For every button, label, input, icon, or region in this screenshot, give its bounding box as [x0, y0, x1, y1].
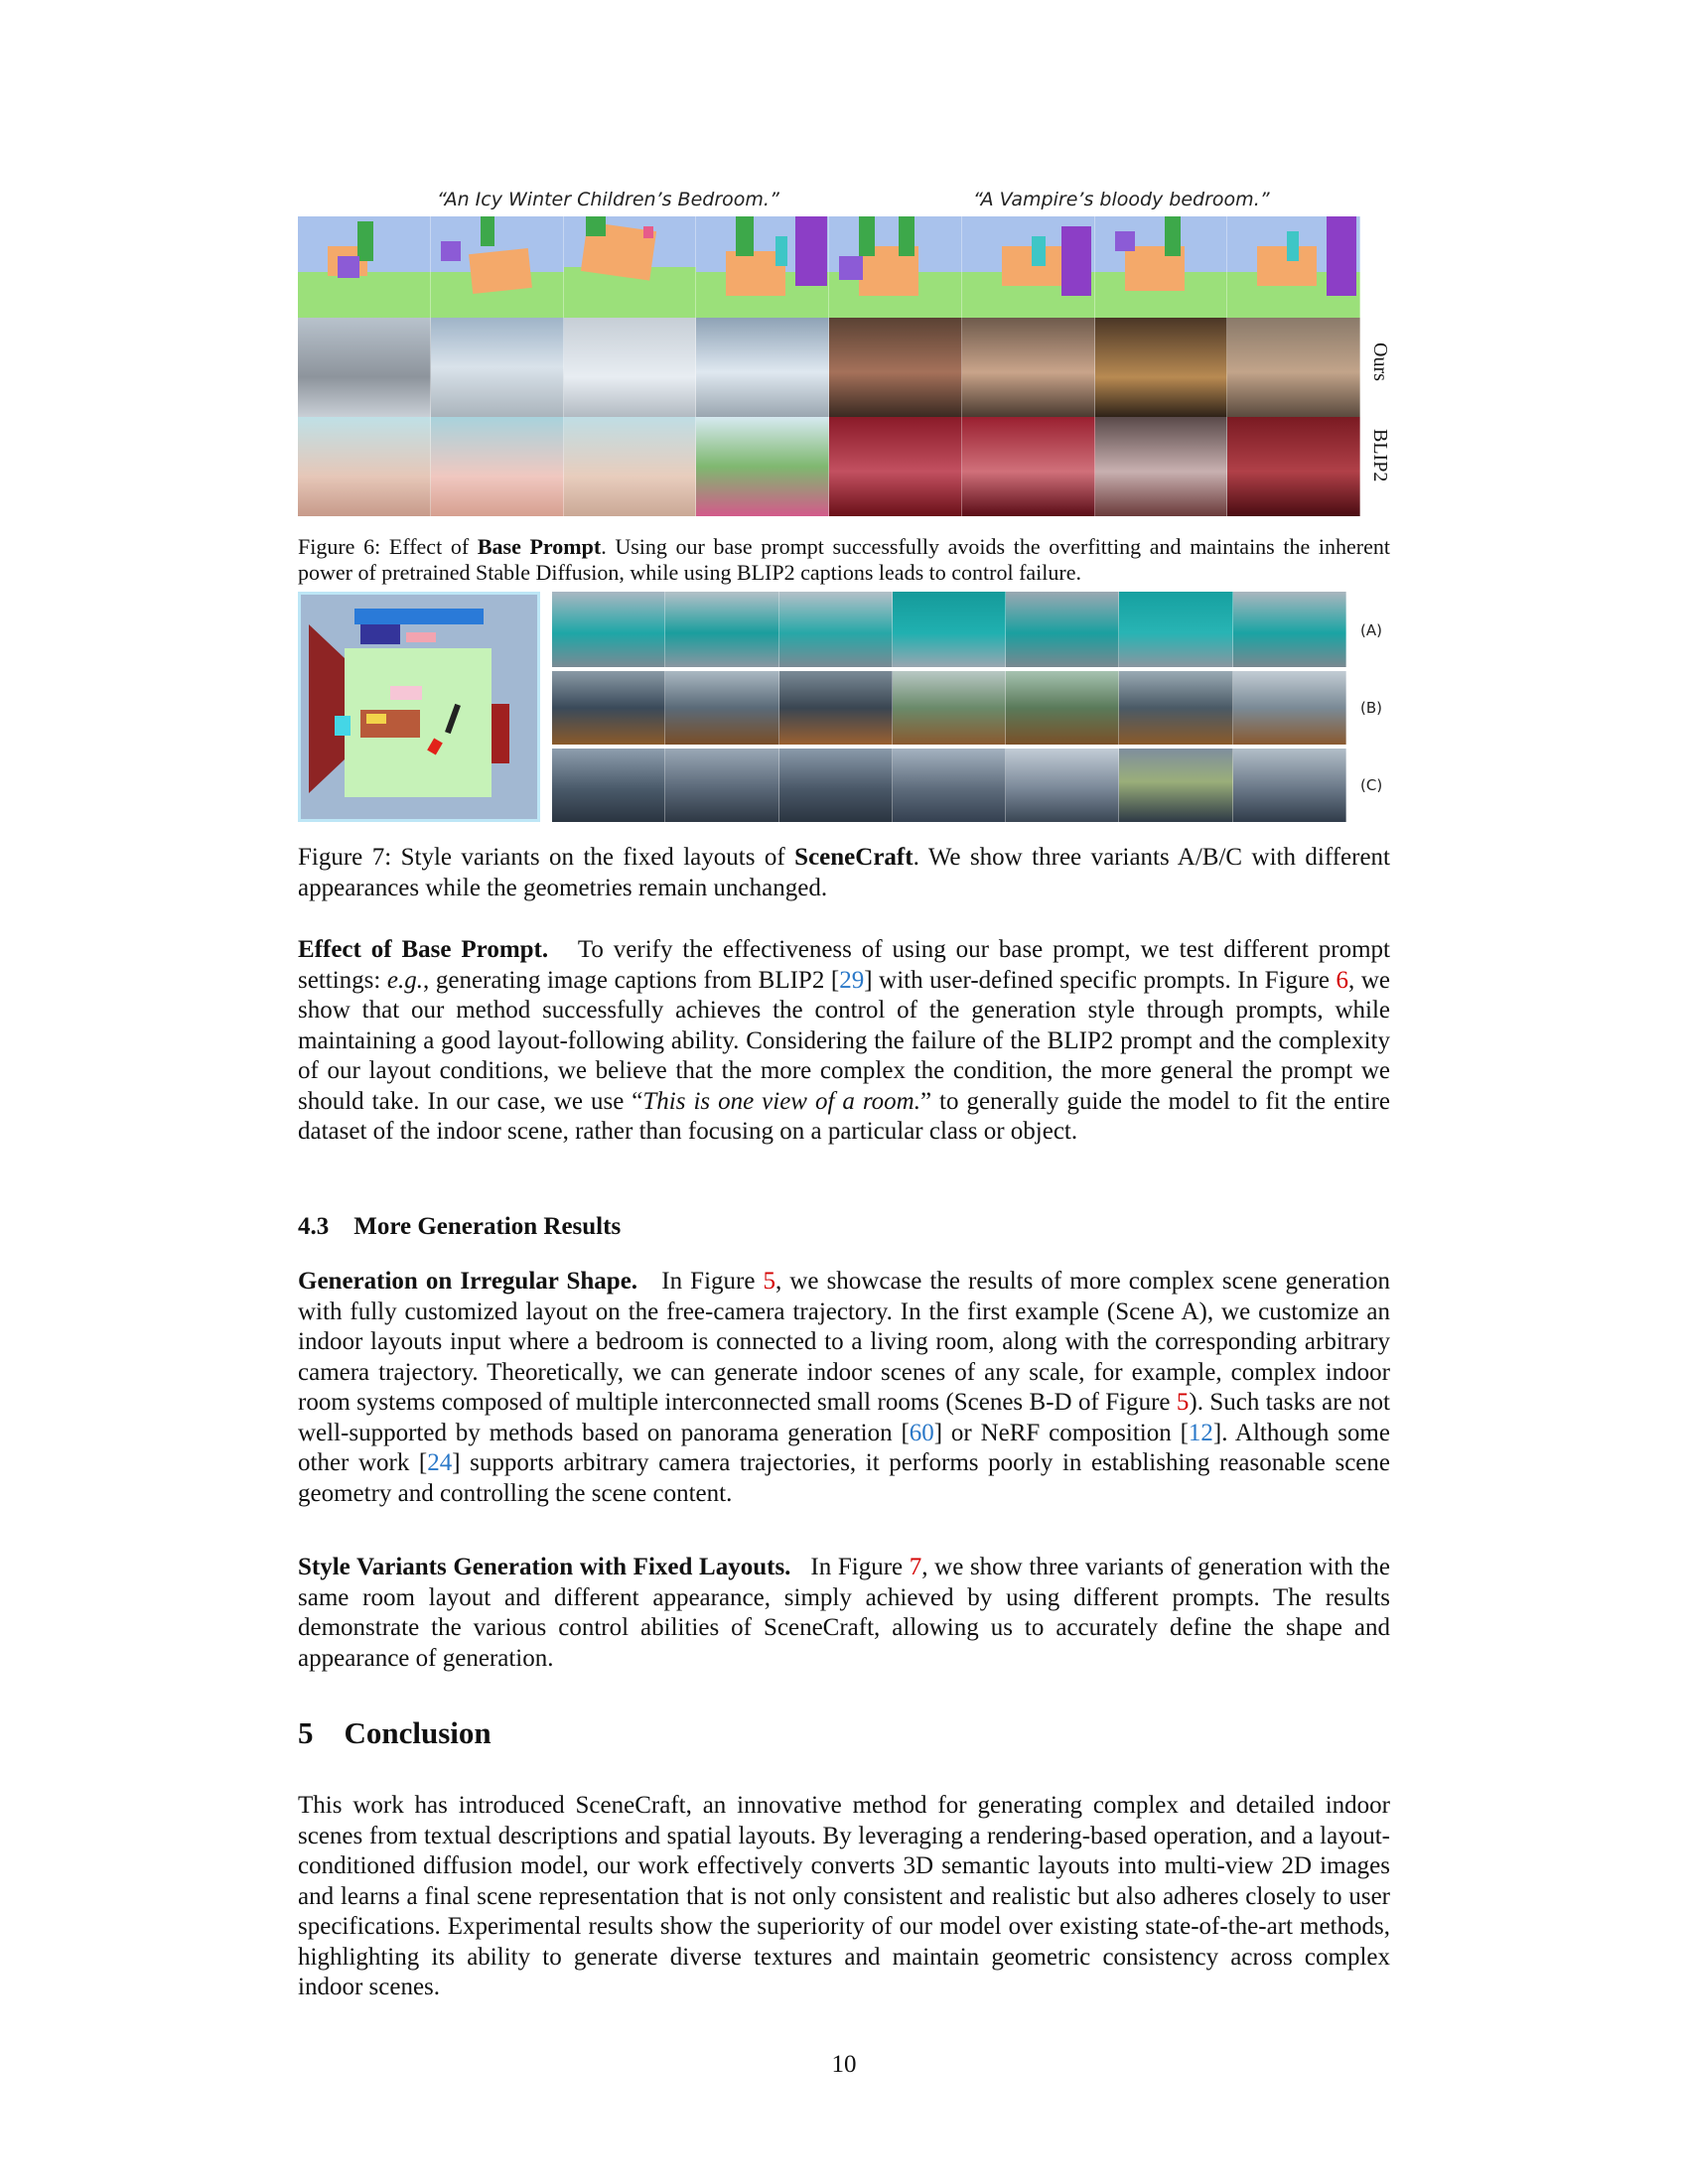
subsection-title: More Generation Results — [353, 1213, 622, 1240]
render-image — [893, 671, 1006, 745]
render-image — [298, 318, 431, 417]
render-image — [1119, 592, 1232, 667]
render-image — [1119, 749, 1232, 822]
text-run: , generating image captions from BLIP2 [ — [423, 966, 840, 994]
paragraph-conclusion: This work has introduced SceneCraft, an innovative method for generating complex and detailed indoor scenes from textual descriptions and spatial layouts. By leveraging a rendering-based operation, and a layout-conditioned diffusion model, our work effectively converts 3D semantic layouts into multi-view 2D images and learns a final scene representation that is not only consistent and realistic but also adheres closely to user specifications. Experimental results show the superiority of our model over existing state-of-the-art methods, highlighting its ability to generate diverse textures and maintain geometric consistency across complex indoor scenes. — [298, 1792, 1390, 2000]
render-image — [779, 671, 893, 745]
render-image — [298, 417, 431, 516]
render-image — [552, 749, 665, 822]
figure-link[interactable]: 7 — [909, 1554, 922, 1580]
section-number: 5 — [298, 1715, 314, 1750]
render-image — [552, 592, 665, 667]
caption-prefix: Figure 7: Style variants on the fixed layouts of — [298, 844, 795, 871]
render-image — [1119, 671, 1232, 745]
paragraph-title: Generation on Irregular Shape. — [298, 1268, 638, 1295]
text-run: This is one view of a room. — [642, 1087, 920, 1115]
text-run: , we showcase the results of more complex scene generation with fully customized layout on the free-camera trajectory. In the first example (Scene A), we customize an indoor layouts input where a bedroom is connected to a living room, along with the corresponding arbitrary camera trajectory. Theoretically, we can generate indoor scenes of any scale, for example, complex indoor room systems composed of multiple interconnected small rooms (Scenes B-D of Figure — [298, 1268, 1390, 1416]
render-image — [829, 417, 962, 516]
figure7-label-c: (C) — [1360, 776, 1383, 794]
caption-bold: SceneCraft — [794, 844, 914, 871]
layout-image — [829, 216, 962, 318]
paragraph-title: Effect of Base Prompt. — [298, 936, 549, 963]
layout-image — [564, 216, 697, 318]
text-run: , we show that our method successfully achieves the control of the generation style through prompts, while maintaining a good layout-following ability. Considering the failure of the BLIP2 prompt and the complexity of our layout conditions, we believe that the more complex the condition, the more general the prompt we should take. In our case, we use “ — [298, 966, 1391, 1115]
render-image — [1006, 592, 1119, 667]
figure6-ours-row — [298, 318, 1360, 417]
paragraph-style-variants — [298, 1553, 1390, 1674]
citation-link[interactable]: 24 — [427, 1449, 453, 1476]
caption-rest: . We show three variants A/B/C with different appearances while the geometries remain unchanged. — [298, 844, 1391, 901]
figure7-variant-c-row — [552, 749, 1346, 822]
render-image — [1233, 749, 1346, 822]
figure7-caption — [298, 842, 1390, 903]
text-run: ” to generally guide the model to fit the entire dataset of the indoor scene, rather than focusing on a particular class or object. — [298, 1087, 1390, 1145]
figure7-label-a: (A) — [1360, 621, 1382, 639]
subsection-number: 4.3 — [298, 1213, 330, 1240]
render-image — [665, 592, 778, 667]
text-run: To verify the effectiveness of using our base prompt, we test different prompt settings: — [298, 936, 1390, 994]
figure6-blip2-row — [298, 417, 1360, 516]
figure6-row-label-blip2: BLIP2 — [1369, 429, 1391, 482]
render-image — [1095, 318, 1228, 417]
render-image — [1095, 417, 1228, 516]
figure-link[interactable]: 6 — [1336, 966, 1349, 994]
citation-link[interactable]: 12 — [1188, 1419, 1213, 1446]
figure6-prompt-right: “A Vampire’s bloody bedroom.” — [973, 189, 1270, 210]
render-image — [779, 592, 893, 667]
layout-image — [962, 216, 1095, 318]
subsection-heading — [298, 1213, 621, 1241]
caption-prefix: Figure 6: Effect of — [298, 534, 478, 559]
render-image — [893, 749, 1006, 822]
render-image — [893, 592, 1006, 667]
layout-image — [1227, 216, 1360, 318]
render-image — [962, 417, 1095, 516]
paragraph-title: Style Variants Generation with Fixed Layouts. — [298, 1554, 791, 1580]
figure-link[interactable]: 5 — [763, 1268, 776, 1295]
text-run: ] with user-defined specific prompts. In Figure — [864, 966, 1336, 994]
render-image — [1227, 318, 1360, 417]
render-image — [1233, 592, 1346, 667]
text-run: e.g. — [386, 966, 424, 994]
caption-bold: Base Prompt — [477, 534, 602, 559]
figure6-layout-row — [298, 216, 1360, 318]
text-run: In Figure — [810, 1554, 910, 1580]
figure7-label-b: (B) — [1360, 699, 1382, 717]
text-run: ). Such tasks are not well-supported by methods based on panorama generation [ — [298, 1389, 1390, 1446]
layout-image — [1095, 216, 1228, 318]
render-image — [665, 671, 778, 745]
page-number: 10 — [831, 2051, 857, 2078]
render-image — [1006, 749, 1119, 822]
figure7-variant-a-row — [552, 592, 1346, 667]
section-title: Conclusion — [344, 1715, 492, 1750]
text-run: In Figure — [661, 1268, 764, 1295]
render-image — [696, 318, 829, 417]
render-image — [552, 671, 665, 745]
render-image — [779, 749, 893, 822]
text-run: ] supports arbitrary camera trajectories, it performs poorly in establishing reasonable scene geometry and controlling the scene content. — [298, 1449, 1390, 1507]
layout-image — [696, 216, 829, 318]
layout-image — [431, 216, 564, 318]
figure6-prompt-left: “An Icy Winter Children’s Bedroom.” — [437, 189, 779, 210]
render-image — [431, 417, 564, 516]
render-image — [829, 318, 962, 417]
render-image — [696, 417, 829, 516]
caption-rest: . Using our base prompt successfully avoids the overfitting and maintains the inherent power of pretrained Stable Diffusion, while using BLIP2 captions leads to control failure. — [298, 534, 1390, 585]
citation-link[interactable]: 29 — [839, 966, 865, 994]
render-image — [431, 318, 564, 417]
citation-link[interactable]: 60 — [909, 1419, 934, 1446]
render-image — [962, 318, 1095, 417]
figure-link[interactable]: 5 — [1176, 1389, 1190, 1416]
render-image — [1006, 671, 1119, 745]
section-heading — [298, 1715, 492, 1751]
text-run: ]. Although some other work [ — [298, 1419, 1390, 1476]
figure7-variant-b-row — [552, 671, 1346, 745]
render-image — [1233, 671, 1346, 745]
text-run: ] or NeRF composition [ — [933, 1419, 1189, 1446]
paragraph-irregular-shape — [298, 1267, 1390, 1509]
paragraph-base-prompt — [298, 935, 1390, 1148]
text-run: , we show three variants of generation with the same room layout and different appearance, simply achieved by using different prompts. The results demonstrate the various control abilities of SceneCraft, allowing us to accurately define the shape and appearance of generation. — [298, 1554, 1391, 1672]
figure6-caption — [298, 534, 1390, 586]
figure6-row-label-ours: Ours — [1369, 342, 1391, 381]
figure7-layout-topdown — [298, 592, 540, 822]
render-image — [665, 749, 778, 822]
render-image — [1227, 417, 1360, 516]
render-image — [564, 318, 697, 417]
render-image — [564, 417, 697, 516]
layout-image — [298, 216, 431, 318]
